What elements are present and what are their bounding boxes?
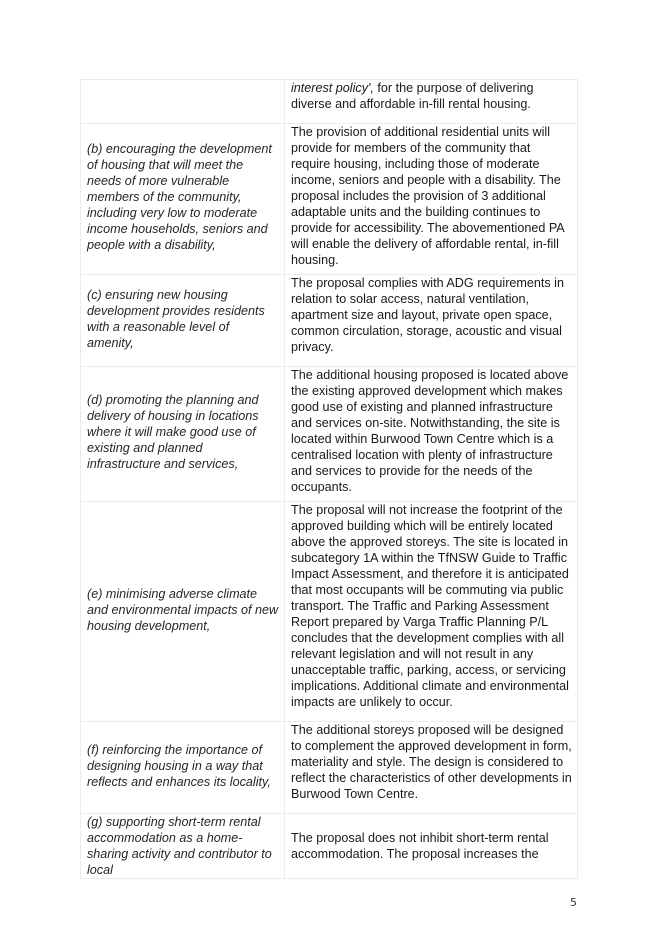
objective-text: (g) supporting short-term rental accommodation as a home-sharing activity and contributor to local — [87, 815, 272, 877]
response-text: The proposal does not inhibit short-term rental accommodation. The proposal increases the — [291, 831, 549, 861]
objective-cell — [81, 124, 285, 275]
objective-cell — [81, 367, 285, 502]
response-text: The proposal will not increase the footprint of the approved building which will be entirely located above the approved storeys. The site is located in subcategory 1A within the TfNSW Guide to Traffic Impact Assessment, and therefore it is anticipated that most occupants will be commuting via public transport. The Traffic and Parking Assessment Report prepared by Varga Traffic Planning P/L concludes that the development complies with all relevant legislation and will not result in any unacceptable traffic, parking, access, or servicing implications. Additional climate and environmental impacts are unlikely to occur. — [291, 503, 569, 709]
table-row — [81, 80, 578, 124]
response-cell — [285, 814, 578, 879]
response-italic-text: interest policy', — [291, 81, 374, 95]
table-row — [81, 722, 578, 814]
response-cell — [285, 275, 578, 367]
objective-text: (f) reinforcing the importance of designing housing in a way that reflects and enhances its locality, — [87, 742, 271, 789]
objective-text: (b) encouraging the development of housing that will meet the needs of more vulnerable members of the community, including very low to moderate income households, seniors and people with a disability, — [87, 142, 272, 252]
response-cell — [285, 80, 578, 124]
response-text: The provision of additional residential units will provide for members of the community that require housing, including those of moderate income, seniors and people with a disability. The proposal includes the provision of 3 additional adaptable units and the building continues to provide for accessibility. The abovementioned PA will enable the delivery of affordable rental, in-fill housing. — [291, 125, 565, 267]
response-cell — [285, 124, 578, 275]
response-text: The additional storeys proposed will be designed to complement the approved development in form, materiality and style. The design is considered to reflect the characteristics of other developments in Burwood Town Centre. — [291, 723, 572, 801]
response-cell — [285, 502, 578, 722]
response-cell — [285, 367, 578, 502]
objective-cell — [81, 275, 285, 367]
response-cell — [285, 722, 578, 814]
objective-cell — [81, 814, 285, 879]
response-text: The proposal complies with ADG requirements in relation to solar access, natural ventilation, apartment size and layout, private open space, common circulation, storage, acoustic and visual privacy. — [291, 276, 564, 354]
objective-text: (e) minimising adverse climate and environmental impacts of new housing development, — [87, 586, 279, 633]
objective-cell — [81, 80, 285, 124]
objective-text: (d) promoting the planning and delivery of housing in locations where it will make good use of existing and planned infrastructure and services, — [87, 393, 259, 471]
compliance-table — [80, 79, 578, 879]
table-row — [81, 367, 578, 502]
objective-cell — [81, 502, 285, 722]
objective-cell — [81, 722, 285, 814]
objective-text: (c) ensuring new housing development provides residents with a reasonable level of amenity, — [87, 287, 265, 350]
table-row — [81, 124, 578, 275]
response-text: The additional housing proposed is located above the existing approved development which makes good use of existing and planned infrastructure and services on-site. Notwithstanding, the site is located within Burwood Town Centre which is a centralised location with plenty of infrastructure and services to provide for the needs of the occupants. — [291, 368, 569, 494]
page-number: 5 — [570, 896, 577, 909]
table-row — [81, 814, 578, 879]
response-text: for the purpose of delivering diverse and affordable in-fill rental housing. — [291, 81, 534, 111]
table-row — [81, 275, 578, 367]
table-row — [81, 502, 578, 722]
